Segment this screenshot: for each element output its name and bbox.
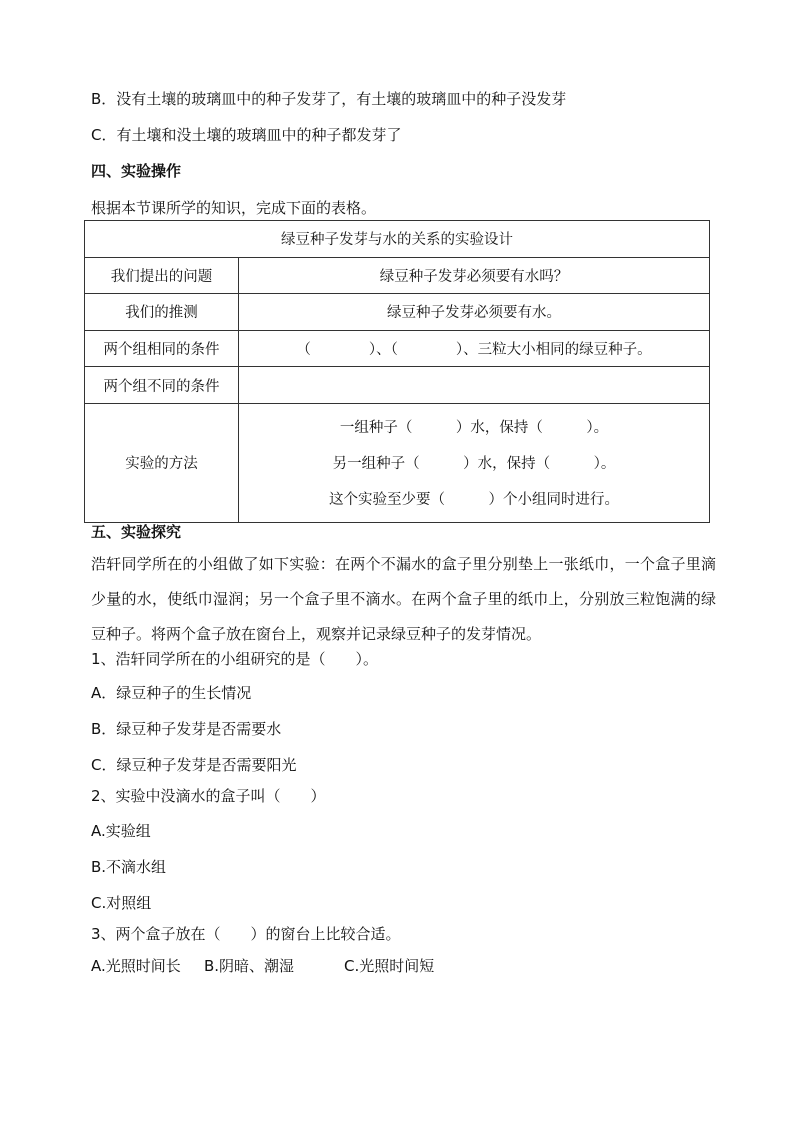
row-value-blank xyxy=(239,367,710,404)
method-line: 一组种子（ ）水，保持（ ）。 xyxy=(339,419,609,436)
method-cell xyxy=(239,403,710,522)
q3-option-b: B.阴暗、潮湿 xyxy=(204,957,295,975)
section-heading-experiment-operation: 四、实验操作 xyxy=(91,162,182,180)
section-heading-experiment-inquiry: 五、实验探究 xyxy=(91,523,182,541)
row-label: 两个组不同的条件 xyxy=(85,367,239,404)
q2-option-a: A.实验组 xyxy=(91,822,151,840)
method-line: 另一组种子（ ）水，保持（ ）。 xyxy=(332,455,616,472)
table-row xyxy=(85,330,710,367)
passage: 浩轩同学所在的小组做了如下实验：在两个不漏水的盒子里分别垫上一张纸巾，一个盒子里滴少量的水，使纸巾湿润；另一个盒子里不滴水。在两个盒子里的纸巾上，分别放三粒饱满的绿豆种子。将两个盒子放在窗台上，观察并记录绿豆种子的发芽情况。 xyxy=(91,555,716,643)
table-title-row xyxy=(85,221,710,258)
option-c: C．有土壤和没土壤的玻璃皿中的种子都发芽了 xyxy=(91,126,402,144)
q3-option-a: A.光照时间长 xyxy=(91,957,181,975)
method-row xyxy=(85,403,710,522)
q2-option-c: C.对照组 xyxy=(91,894,152,912)
q1-option-b: B．绿豆种子发芽是否需要水 xyxy=(91,720,282,738)
row-value: 绿豆种子发芽必须要有水吗？ xyxy=(239,257,710,294)
row-value: （ ）、（ ）、三粒大小相同的绿豆种子。 xyxy=(239,330,710,367)
question-3-stem: 3、两个盒子放在（ ）的窗台上比较合适。 xyxy=(91,925,401,943)
table-row xyxy=(85,294,710,331)
row-label: 我们提出的问题 xyxy=(85,257,239,294)
table-title: 绿豆种子发芽与水的关系的实验设计 xyxy=(85,221,710,258)
row-value: 绿豆种子发芽必须要有水。 xyxy=(239,294,710,331)
row-label: 两个组相同的条件 xyxy=(85,330,239,367)
q2-option-b: B.不滴水组 xyxy=(91,858,167,876)
method-label: 实验的方法 xyxy=(85,403,239,522)
method-line: 这个实验至少要（ ）个小组同时进行。 xyxy=(329,491,619,508)
row-label: 我们的推测 xyxy=(85,294,239,331)
q1-option-a: A．绿豆种子的生长情况 xyxy=(91,684,252,702)
table-row xyxy=(85,367,710,404)
table-row xyxy=(85,257,710,294)
option-b: B．没有土壤的玻璃皿中的种子发芽了，有土壤的玻璃皿中的种子没发芽 xyxy=(91,90,567,108)
q3-option-c: C.光照时间短 xyxy=(344,957,435,975)
question-2-stem: 2、实验中没滴水的盒子叫（ ） xyxy=(91,787,326,805)
section-instruction: 根据本节课所学的知识，完成下面的表格。 xyxy=(91,199,377,217)
q3-options-row xyxy=(91,956,434,976)
q1-option-c: C．绿豆种子发芽是否需要阳光 xyxy=(91,756,297,774)
question-1-stem: 1、浩轩同学所在的小组研究的是（ ）。 xyxy=(91,650,379,668)
experiment-design-table xyxy=(84,220,710,523)
